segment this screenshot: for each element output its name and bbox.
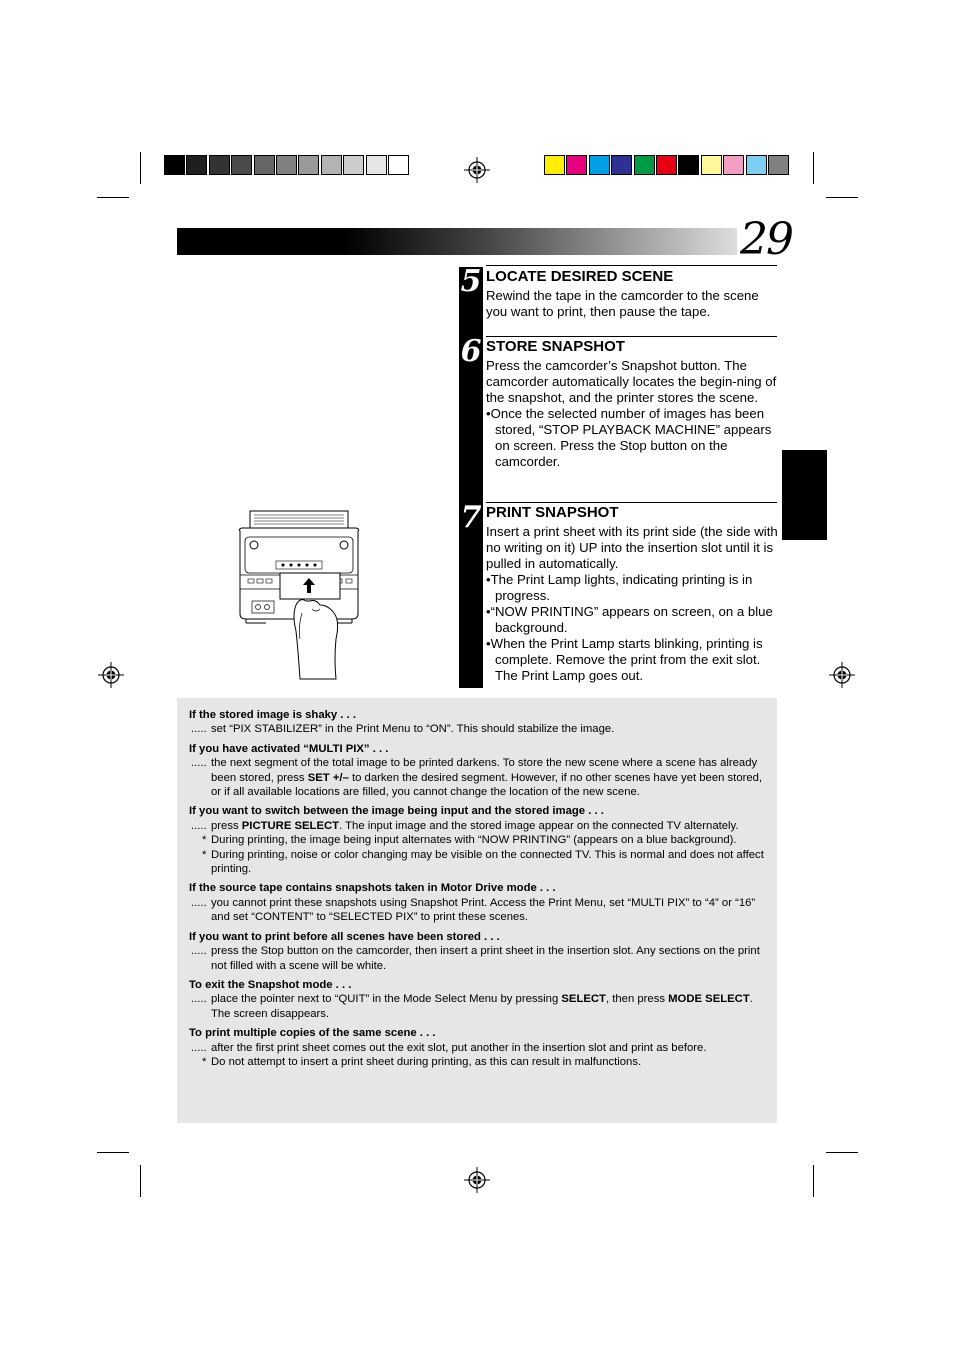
step-store-snapshot <box>486 338 778 470</box>
calibration-swatch <box>566 155 587 175</box>
note-text: place the pointer next to “QUIT” in the Mode Select Menu by pressing <box>211 993 562 1006</box>
note-line <box>189 1041 765 1055</box>
header-gradient-bar <box>177 228 737 255</box>
section-rule <box>486 336 777 337</box>
page-number: 29 <box>740 214 792 265</box>
step-print-snapshot <box>486 504 778 684</box>
step-body: Press the camcorder’s Snapshot button. The camcorder automatically locates the begin-ning of the snapshot, and the printer stores the scene. <box>486 358 777 405</box>
note-heading: If you want to switch between the image being input and the stored image . . . <box>189 805 604 818</box>
section-rule <box>486 265 777 266</box>
note-block <box>189 742 765 800</box>
calibration-swatch <box>254 155 275 175</box>
step-number-column <box>459 267 483 688</box>
note-line <box>189 1055 765 1069</box>
note-text: press <box>211 819 242 832</box>
calibration-swatch <box>768 155 789 175</box>
note-text: During printing, noise or color changing may be visible on the connected TV. This is normal and does not affect printing. <box>211 848 764 876</box>
calibration-swatch <box>589 155 610 175</box>
note-text: , then press <box>605 993 669 1006</box>
note-heading: To print multiple copies of the same scene . . . <box>189 1027 436 1040</box>
note-marker: ..... <box>191 723 207 736</box>
calibration-swatch <box>298 155 319 175</box>
note-marker: ..... <box>191 945 207 958</box>
note-text: set “PIX STABILIZER” in the Print Menu to “ON”. This should stabilize the image. <box>211 723 615 736</box>
calibration-swatch <box>544 155 565 175</box>
note-block <box>189 930 765 973</box>
note-line <box>189 992 765 1021</box>
step-number-5: 5 <box>460 264 482 299</box>
side-tab-marker <box>782 450 827 540</box>
note-line <box>189 848 765 877</box>
note-marker: * <box>202 848 207 861</box>
crop-mark <box>140 1165 141 1197</box>
note-text: MODE SELECT <box>668 993 750 1006</box>
printer-illustration <box>236 509 362 682</box>
step-number-7: 7 <box>460 500 482 535</box>
step-title: PRINT SNAPSHOT <box>486 504 619 521</box>
calibration-swatch <box>746 155 767 175</box>
calibration-swatch <box>366 155 387 175</box>
crop-mark <box>813 1165 814 1197</box>
calibration-swatch <box>209 155 230 175</box>
registration-mark-icon <box>98 662 124 688</box>
crop-mark <box>97 197 129 198</box>
note-text: the next segment of the total image to be printed darkens. To store the new scene where a scene has already been stored, press <box>211 757 758 784</box>
note-marker: * <box>202 1055 207 1068</box>
registration-mark-icon <box>464 1167 490 1193</box>
registration-mark-icon <box>829 662 855 688</box>
step-title: LOCATE DESIRED SCENE <box>486 268 674 285</box>
step-bullet: •The Print Lamp lights, indicating printing is in progress. <box>486 572 753 603</box>
note-text: PICTURE SELECT <box>241 819 340 832</box>
note-line <box>189 944 765 973</box>
calibration-swatch <box>701 155 722 175</box>
note-marker: ..... <box>191 896 207 909</box>
calibration-swatch <box>186 155 207 175</box>
crop-mark <box>813 152 814 184</box>
note-heading: If the stored image is shaky . . . <box>189 709 356 721</box>
calibration-swatch <box>656 155 677 175</box>
note-text: SET +/– <box>307 771 349 784</box>
note-marker: ..... <box>191 819 207 832</box>
note-heading: To exit the Snapshot mode . . . <box>189 978 352 991</box>
note-line <box>189 896 765 925</box>
step-body: Rewind the tape in the camcorder to the scene you want to print, then pause the tape. <box>486 288 759 319</box>
note-marker: * <box>202 834 207 847</box>
note-text: During printing, the image being input alternates with “NOW PRINTING” (appears on a blue background). <box>211 834 737 847</box>
note-marker: ..... <box>191 1041 207 1054</box>
note-line <box>189 722 765 736</box>
calibration-swatch <box>678 155 699 175</box>
note-line <box>189 833 765 847</box>
note-text: after the first print sheet comes out the exit slot, put another in the insertion slot and print as before. <box>211 1041 707 1054</box>
section-rule <box>486 502 777 503</box>
note-text: you cannot print these snapshots using Snapshot Print. Access the Print Menu, set “MULTI PIX” to “4” or “16” and set “CONTENT” to “SELECTED PIX” to print these scenes. <box>211 896 756 924</box>
calibration-swatch <box>321 155 342 175</box>
step-locate-desired-scene <box>486 268 778 320</box>
calibration-swatch <box>634 155 655 175</box>
note-text: SELECT <box>561 993 606 1006</box>
calibration-swatch <box>723 155 744 175</box>
note-block <box>189 978 765 1021</box>
step-number-6: 6 <box>460 334 482 369</box>
note-block <box>189 708 765 737</box>
note-text: to darken the desired segment. However, if no other scenes have yet been stored, or if all available locations are filled, you cannot change the location of the new scene. <box>211 771 763 799</box>
note-block <box>189 881 765 924</box>
note-block <box>189 1026 765 1069</box>
calibration-swatch <box>276 155 297 175</box>
note-text: Do not attempt to insert a print sheet during printing, as this can result in malfunctions. <box>211 1055 642 1068</box>
step-body: Insert a print sheet with its print side (the side with no writing on it) UP into the insertion slot until it is pulled in automatically. <box>486 524 778 571</box>
crop-mark <box>826 1152 858 1153</box>
note-text: . The screen disappears. <box>211 993 753 1020</box>
calibration-swatch <box>388 155 409 175</box>
note-marker: ..... <box>191 757 207 770</box>
step-bullet: •“NOW PRINTING” appears on screen, on a blue background. <box>486 604 773 635</box>
note-line <box>189 819 765 833</box>
calibration-swatch <box>611 155 632 175</box>
crop-mark <box>140 152 141 184</box>
registration-mark-icon <box>464 157 490 183</box>
note-heading: If the source tape contains snapshots taken in Motor Drive mode . . . <box>189 882 556 895</box>
note-text: . The input image and the stored image appear on the connected TV alternately. <box>339 819 739 832</box>
note-text: press the Stop button on the camcorder, then insert a print sheet in the insertion slot. Any sections on the print not filled with a scene will be white. <box>211 945 760 972</box>
calibration-swatch <box>231 155 252 175</box>
calibration-swatch <box>164 155 185 175</box>
note-heading: If you have activated “MULTI PIX” . . . <box>189 742 389 755</box>
note-heading: If you want to print before all scenes have been stored . . . <box>189 930 500 943</box>
calibration-swatch <box>343 155 364 175</box>
crop-mark <box>97 1152 129 1153</box>
step-title: STORE SNAPSHOT <box>486 338 625 355</box>
note-block <box>189 804 765 876</box>
step-bullet: •When the Print Lamp starts blinking, printing is complete. Remove the print from the exit slot. The Print Lamp goes out. <box>486 636 763 683</box>
notes-box <box>177 698 777 1123</box>
note-marker: ..... <box>191 993 207 1006</box>
crop-mark <box>826 197 858 198</box>
note-line <box>189 756 765 799</box>
step-bullet: •Once the selected number of images has been stored, “STOP PLAYBACK MACHINE” appears on screen. Press the Stop button on the camcorder. <box>486 406 772 469</box>
